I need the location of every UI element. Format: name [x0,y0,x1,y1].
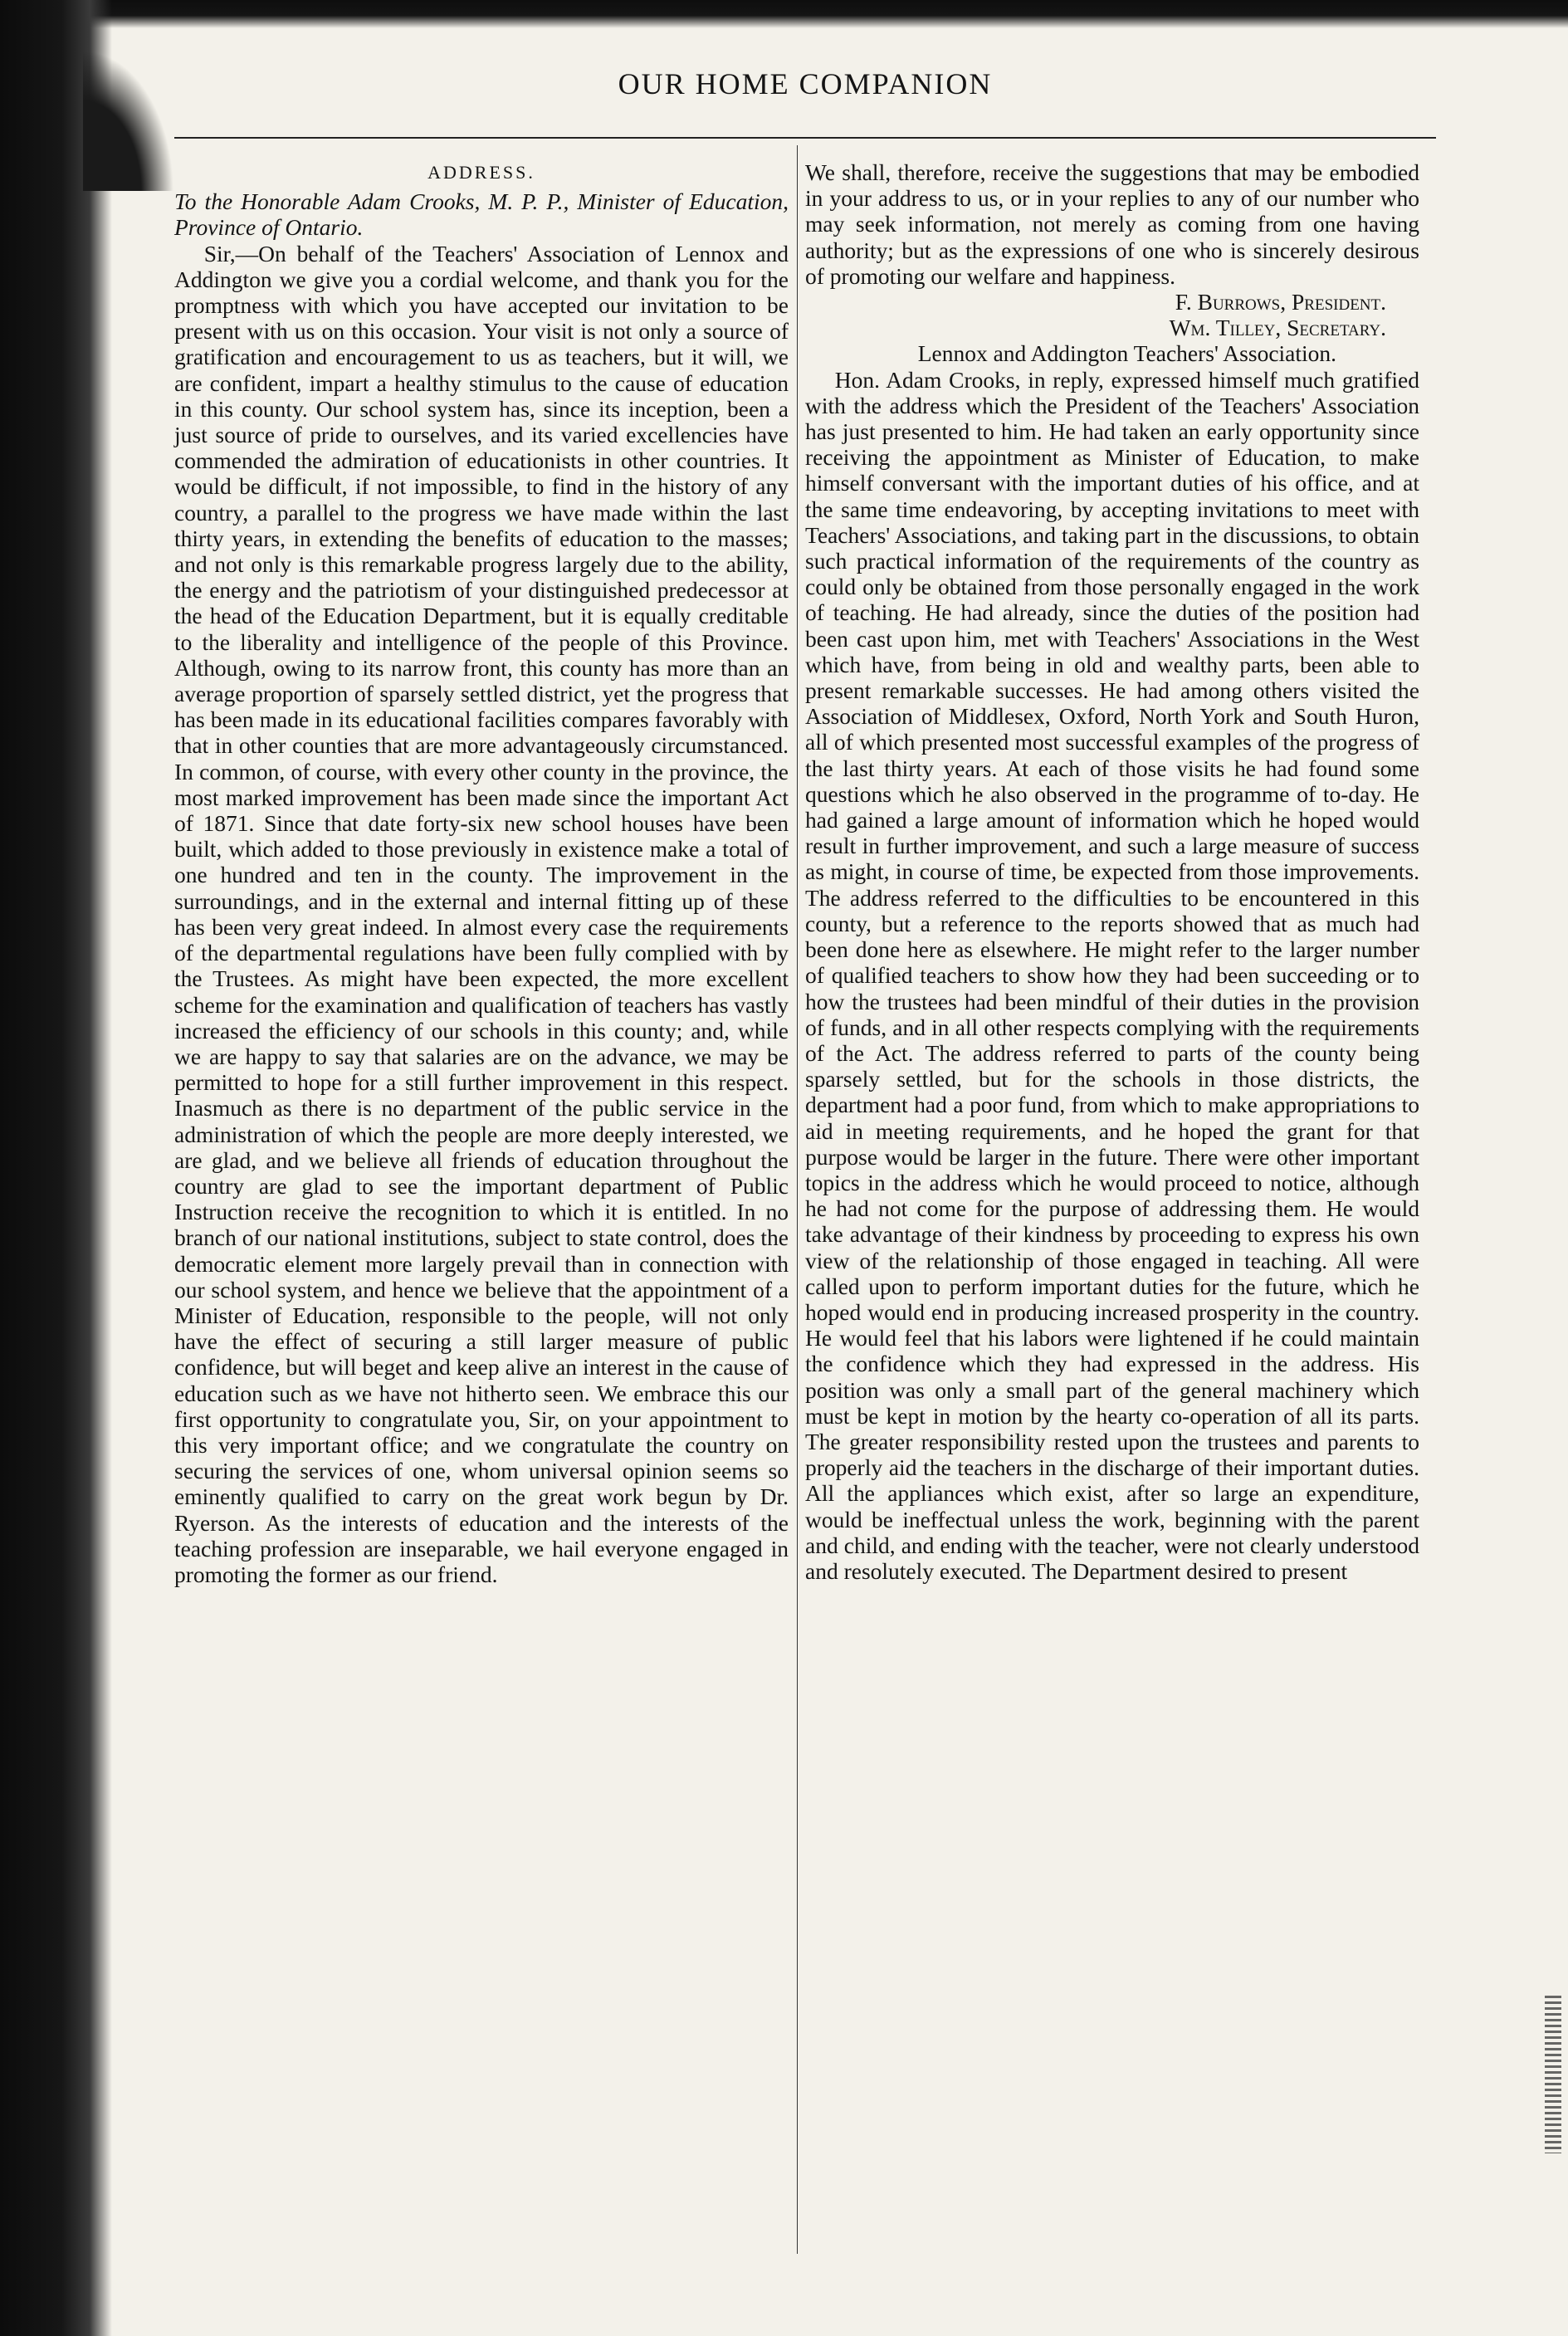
header-rule [174,137,1436,139]
scan-edge-left [0,0,112,2336]
address-heading: ADDRESS. [427,162,535,183]
signature-association: Lennox and Addington Teachers' Association. [917,340,1337,367]
reply-body: Hon. Adam Crooks, in reply, expressed himself much gratified with the address which the President of the Teachers' Association has just presented to him. He had taken an early opportunity since receiving the appointment as Minister of Education, to make himself conversant with the important duties of his office, and at the same time endeavoring, by accepting invitations to meet with Teachers' Associations, and taking part in the discussions, to obtain such practical information of the requirements of the country as could only be obtained from those personally engaged in the work of teaching. He had already, since the duties of the position had been cast upon him, met with Teachers' Associations in the West which have, from being in old and wealthy parts, been able to present remarkable successes. He had among others visited the Association of Middlesex, Oxford, North York and South Huron, all of which presented most successful examples of the progress of the last thirty years. At each of those visits he had found some questions which he also observed in the programme of to-day. He had gained a large amount of information which he hoped would result in further improvement, and such a large measure of success as might, in course of time, be expected from those improvements. The address referred to the difficulties to be encountered in this county, but a reference to the reports showed that as much had been done here as elsewhere. He might refer to the larger number of qualified teachers to show how they had been succeeding or to how the trustees had been mindful of their duties in the provision of funds, and in all other respects complying with the requirements of the Act. The address referred to parts of the county being sparsely settled, but for the schools in those districts, the department had a poor fund, from which to make appropriations to aid in meeting requirements, and he hoped the grant for that purpose would be larger in the future. There were other important topics in the address which he would proceed to notice, although he had not come for the purpose of addressing them. He would take advantage of their kindness by proceeding to express his own view of the relationship of those engaged in teaching. All were called upon to perform important duties for the future, which he hoped would end in producing increased prosperity in the country. He would feel that his labors were lightened if he could maintain the confidence which they had expressed in the address. His position was only a small part of the general machinery which must be kept in motion by the hearty co-operation of all its parts. The greater responsibility rested upon the trustees and parents to properly aid the teachers in the discharge of their important duties. All the appliances which exist, after so large an expenditure, would be ineffectual unless the work, beginning with the parent and child, and ending with the teacher, were not clearly understood and resolutely executed. The Department desired to present [805,366,1419,1584]
address-closing: We shall, therefore, receive the suggestions that may be embodied in your address to us, or in your replies to any of our number who may seek information, not merely as coming from one having authority; but as the expressions of one who is sincerely desirous of promoting our welfare and happiness. [805,159,1419,289]
address-salutation: To the Honorable Adam Crooks, M. P. P., Minister of Education, Province of Ontario. [174,188,789,241]
signature-president: F. Burrows, President. [1175,289,1386,315]
column-divider [797,145,798,2254]
left-column [174,159,789,1587]
scan-edge-top [0,0,1568,28]
page-header: OUR HOME COMPANION [618,67,993,100]
right-column [805,159,1419,1584]
address-body: Sir,—On behalf of the Teachers' Association of Lennox and Addington we give you a cordial welcome, and thank you for the promptness with which you have accepted our invitation to be present with us on this occasion. Your visit is not only a source of gratification and encouragement to us as teachers, but it will, we are confident, impart a healthy stimulus to the cause of education in this county. Our school system has, since its inception, been a just source of pride to ourselves, and its varied excellencies have commended the admiration of educationists in other countries. It would be difficult, if not impossible, to find in the history of any country, a parallel to the progress we have made within the last thirty years, in extending the benefits of education to the masses; and not only is this remarkable progress largely due to the ability, the energy and the patriotism of your distinguished predecessor at the head of the Education Department, but it is equally creditable to the liberality and intelligence of the people of this Province. Although, owing to its narrow front, this county has more than an average proportion of sparsely settled district, yet the progress that has been made in its educational facilities compares favorably with that in other counties that are more advantageously circumstanced. In common, of course, with every other county in the province, the most marked improvement has been made since the important Act of 1871. Since that date forty-six new school houses have been built, which added to those previously in existence make a total of one hundred and ten in the county. The improvement in the surroundings, and in the external and internal fitting up of these has been very great indeed. In almost every case the requirements of the departmental regulations have been fully complied with by the Trustees. As might have been expected, the more excellent scheme for the examination and qualification of teachers has vastly increased the efficiency of our schools in this county; and, while we are happy to say that salaries are on the advance, we may be permitted to hope for a still further improvement in this respect. Inasmuch as there is no department of the public service in the administration of which the people are more deeply interested, we are glad, and we believe all friends of education throughout the country are glad to see the important department of Public Instruction receive the recognition to which it is entitled. In no branch of our national institutions, subject to state control, does the democratic element more largely prevail than in connection with our school system, and hence we believe that the appointment of a Minister of Education, responsible to the people, will not only have the effect of securing a still larger measure of public confidence, but will beget and keep alive an interest in the cause of education such as we have not hitherto seen. We embrace this our first opportunity to congratulate you, Sir, on your appointment to this very important office; and we congratulate the country on securing the services of one, whom universal opinion seems so eminently qualified to carry on the great work begun by Dr. Ryerson. As the interests of education and the interests of the teaching profession are inseparable, we hail everyone engaged in promoting the former as our friend. [174,240,789,1587]
signature-secretary: Wm. Tilley, Secretary. [1169,315,1386,341]
scan-shadow [83,50,174,191]
scan-edge-right [1545,1996,1561,2153]
